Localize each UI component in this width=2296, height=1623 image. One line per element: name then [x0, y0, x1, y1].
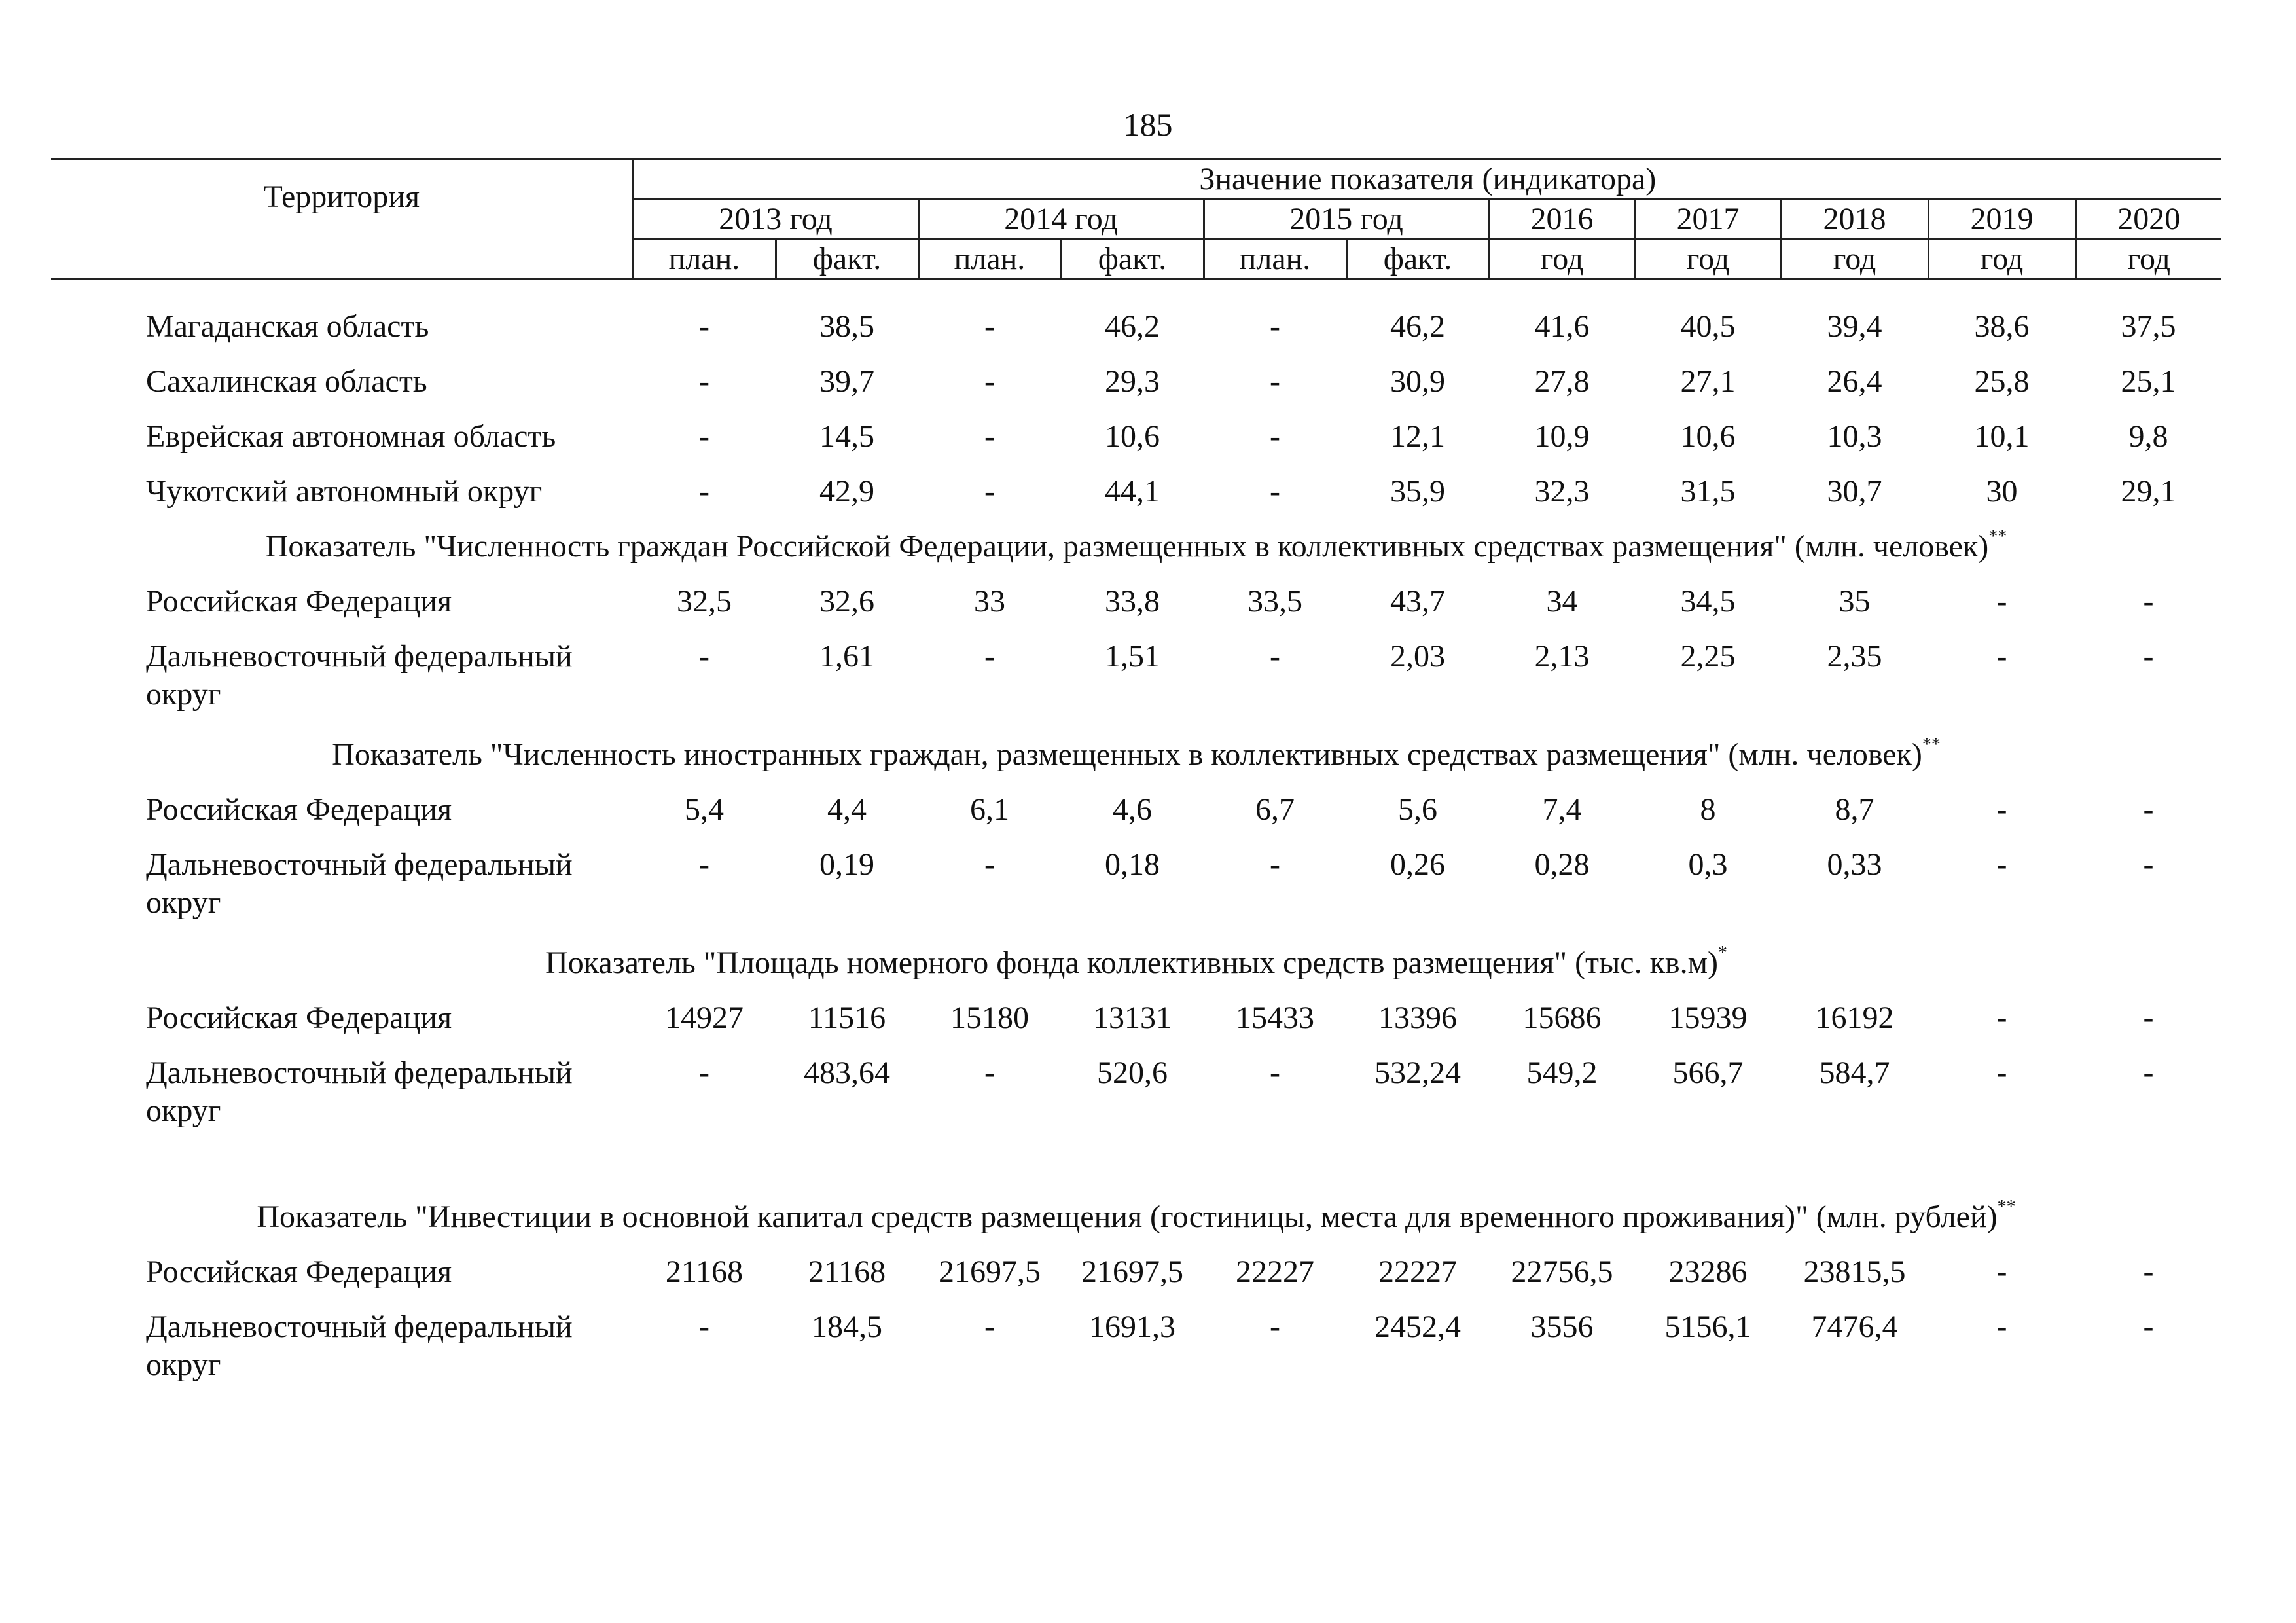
value-cell: 26,4	[1827, 364, 1882, 399]
value-cell: 184,5	[812, 1309, 882, 1344]
value-cell: 9,8	[2128, 419, 2168, 454]
table-row	[51, 791, 2221, 846]
god-2019-header: год	[1928, 240, 2075, 280]
value-cell: 34	[1546, 584, 1578, 619]
value-cell: -	[2143, 1309, 2154, 1344]
value-cell: 0,26	[1390, 847, 1445, 882]
value-cell: 31,5	[1680, 474, 1736, 509]
year-2017-header: 2017	[1635, 200, 1781, 240]
value-cell: -	[2143, 1000, 2154, 1035]
value-cell: 30,9	[1390, 364, 1445, 399]
value-cell: 38,6	[1974, 309, 2030, 344]
value-cell: 46,2	[1105, 309, 1160, 344]
table-row	[51, 846, 2221, 944]
value-cell: 10,3	[1827, 419, 1882, 454]
value-cell: -	[1270, 474, 1280, 509]
value-cell: 483,64	[804, 1055, 890, 1090]
value-cell: -	[1270, 309, 1280, 344]
value-cell: 1,51	[1105, 639, 1160, 674]
value-cell: 3556	[1530, 1309, 1594, 1344]
value-cell: -	[699, 309, 709, 344]
value-cell: 1691,3	[1089, 1309, 1175, 1344]
value-cell: 29,3	[1105, 364, 1160, 399]
value-cell: -	[2143, 792, 2154, 827]
table-row	[51, 1054, 2221, 1152]
table-row	[51, 418, 2221, 473]
value-cell: 23286	[1668, 1254, 1748, 1289]
indicator-row	[51, 944, 2221, 999]
territory-name: Дальневосточный федеральный округ	[146, 1055, 573, 1128]
value-cell: 15686	[1522, 1000, 1602, 1035]
value-cell: -	[1996, 792, 2007, 827]
value-cell: 25,1	[2121, 364, 2176, 399]
value-cell: -	[984, 847, 995, 882]
value-cell: 0,18	[1105, 847, 1160, 882]
value-cell: 0,28	[1534, 847, 1590, 882]
value-cell: -	[984, 419, 995, 454]
value-cell: 32,3	[1534, 474, 1590, 509]
footnote-mark: **	[1922, 735, 1941, 755]
value-cell: -	[2143, 1055, 2154, 1090]
table-header	[51, 158, 2221, 280]
value-cell: 0,33	[1827, 847, 1882, 882]
value-cell: 14,5	[819, 419, 874, 454]
value-cell: 39,7	[819, 364, 874, 399]
value-cell: 532,24	[1374, 1055, 1461, 1090]
value-cell: 2452,4	[1374, 1309, 1461, 1344]
value-cell: 7,4	[1542, 792, 1582, 827]
value-cell: 13396	[1378, 1000, 1457, 1035]
value-cell: 33	[974, 584, 1005, 619]
territory-name: Дальневосточный федеральный округ	[146, 639, 573, 712]
territory-name: Еврейская автономная область	[146, 419, 556, 454]
value-cell: 10,1	[1974, 419, 2030, 454]
value-cell: 23815,5	[1803, 1254, 1906, 1289]
table-row	[51, 638, 2221, 736]
table-row	[51, 363, 2221, 418]
indicator-text: Показатель "Инвестиции в основной капитал средств размещения (гостиницы, места для временного проживания)" (млн. рублей)	[257, 1199, 1998, 1234]
value-cell: 30	[1986, 474, 2018, 509]
year-2015-header: 2015 год	[1204, 200, 1489, 240]
indicator-title	[51, 528, 2221, 583]
value-cell: 41,6	[1534, 309, 1590, 344]
value-cell: 39,4	[1827, 309, 1882, 344]
value-cell: -	[984, 639, 995, 674]
value-cell: -	[699, 847, 709, 882]
value-cell: 27,1	[1680, 364, 1736, 399]
value-cell: 10,9	[1534, 419, 1590, 454]
territory-name: Магаданская область	[146, 309, 429, 344]
value-cell: 2,13	[1534, 639, 1590, 674]
value-cell: 14927	[665, 1000, 744, 1035]
value-cell: 584,7	[1819, 1055, 1890, 1090]
value-cell: -	[1996, 1309, 2007, 1344]
value-cell: 5,4	[685, 792, 724, 827]
value-cell: 1,61	[819, 639, 874, 674]
value-cell: -	[699, 1055, 709, 1090]
value-cell: 8	[1700, 792, 1716, 827]
section-spacer	[51, 1152, 2221, 1198]
value-cell: -	[1270, 1309, 1280, 1344]
value-cell: -	[699, 1309, 709, 1344]
value-cell: 30,7	[1827, 474, 1882, 509]
value-cell: 8,7	[1835, 792, 1874, 827]
territory-name: Российская Федерация	[146, 1000, 452, 1035]
indicator-row	[51, 736, 2221, 791]
value-cell: 21697,5	[1081, 1254, 1183, 1289]
value-cell: 33,8	[1105, 584, 1160, 619]
territory-name: Российская Федерация	[146, 584, 452, 619]
value-cell: 520,6	[1097, 1055, 1168, 1090]
indicator-row	[51, 1198, 2221, 1253]
value-cell: 2,03	[1390, 639, 1445, 674]
footnote-mark: *	[1717, 943, 1727, 963]
year-2014-header: 2014 год	[918, 200, 1204, 240]
value-cell: 43,7	[1390, 584, 1445, 619]
table-body	[51, 308, 2221, 1406]
value-cell: 22227	[1378, 1254, 1457, 1289]
value-cell: 6,1	[970, 792, 1009, 827]
indicator-text: Показатель "Численность граждан Российской Федерации, размещенных в коллективных средствах размещения" (млн. человек)	[265, 529, 1989, 564]
value-cell: 35	[1839, 584, 1871, 619]
value-cell: 44,1	[1105, 474, 1160, 509]
value-cell: -	[2143, 847, 2154, 882]
year-2016-header: 2016	[1489, 200, 1635, 240]
value-cell: 566,7	[1672, 1055, 1744, 1090]
value-cell: 27,8	[1534, 364, 1590, 399]
god-2018-header: год	[1781, 240, 1928, 280]
value-cell: 21168	[665, 1254, 744, 1289]
value-cell: -	[1996, 1000, 2007, 1035]
territory-name: Российская Федерация	[146, 792, 452, 827]
value-cell: -	[1996, 1055, 2007, 1090]
territory-name: Российская Федерация	[146, 1254, 452, 1289]
table-row	[51, 1253, 2221, 1308]
value-cell: 38,5	[819, 309, 874, 344]
page-number: 185	[1123, 106, 1173, 143]
value-cell: 34,5	[1680, 584, 1736, 619]
territory-name: Чукотский автономный округ	[146, 474, 543, 509]
value-cell: -	[1270, 419, 1280, 454]
value-cell: -	[984, 474, 995, 509]
value-cell: 22756,5	[1511, 1254, 1613, 1289]
plan-2013-header: план.	[633, 240, 776, 280]
table-row	[51, 999, 2221, 1054]
indicator-title	[51, 1198, 2221, 1253]
god-2020-header: год	[2075, 240, 2221, 280]
value-cell: -	[699, 639, 709, 674]
indicator-title	[51, 944, 2221, 999]
value-cell: 46,2	[1390, 309, 1445, 344]
value-cell: 16192	[1815, 1000, 1894, 1035]
value-cell: 10,6	[1680, 419, 1736, 454]
value-cell: 37,5	[2121, 309, 2176, 344]
value-cell: 21697,5	[939, 1254, 1041, 1289]
value-cell: 13131	[1093, 1000, 1172, 1035]
value-cell: -	[699, 364, 709, 399]
value-cell: -	[1270, 1055, 1280, 1090]
indicator-text: Показатель "Численность иностранных граждан, размещенных в коллективных средствах размещения" (млн. человек)	[332, 737, 1922, 772]
value-cell: -	[1996, 847, 2007, 882]
territory-header: Территория	[51, 160, 633, 280]
fact-2014-header: факт.	[1061, 240, 1204, 280]
value-cell: 15939	[1668, 1000, 1748, 1035]
value-cell: 2,25	[1680, 639, 1736, 674]
value-cell: 29,1	[2121, 474, 2176, 509]
indicator-title	[51, 736, 2221, 791]
indicator-row	[51, 528, 2221, 583]
value-cell: 35,9	[1390, 474, 1445, 509]
fact-2015-header: факт.	[1346, 240, 1489, 280]
value-cell: 5,6	[1398, 792, 1437, 827]
footnote-mark: **	[1988, 526, 2007, 547]
value-cell: -	[1996, 1254, 2007, 1289]
value-cell: 10,6	[1105, 419, 1160, 454]
territory-name: Дальневосточный федеральный округ	[146, 1309, 573, 1382]
indicator-text: Показатель "Площадь номерного фонда коллективных средств размещения" (тыс. кв.м)	[545, 945, 1718, 980]
god-2017-header: год	[1635, 240, 1781, 280]
territory-name: Дальневосточный федеральный округ	[146, 847, 573, 920]
value-cell: -	[1270, 639, 1280, 674]
year-2018-header: 2018	[1781, 200, 1928, 240]
value-cell: 15433	[1236, 1000, 1314, 1035]
value-cell: 42,9	[819, 474, 874, 509]
table-row	[51, 473, 2221, 528]
value-cell: -	[1996, 639, 2007, 674]
value-cell: 12,1	[1390, 419, 1445, 454]
value-cell: -	[984, 309, 995, 344]
territory-name: Сахалинская область	[146, 364, 427, 399]
footnote-mark: **	[1997, 1197, 2016, 1217]
value-cell: 6,7	[1255, 792, 1295, 827]
value-cell: -	[2143, 584, 2154, 619]
year-2019-header: 2019	[1928, 200, 2075, 240]
value-cell: 7476,4	[1811, 1309, 1898, 1344]
value-cell: 15180	[950, 1000, 1029, 1035]
table-row	[51, 583, 2221, 638]
value-cell: -	[2143, 639, 2154, 674]
value-cell: 5156,1	[1664, 1309, 1751, 1344]
god-2016-header: год	[1489, 240, 1635, 280]
value-cell: 549,2	[1526, 1055, 1598, 1090]
plan-2015-header: план.	[1204, 240, 1346, 280]
value-group-header: Значение показателя (индикатора)	[633, 160, 2221, 200]
table-row	[51, 1308, 2221, 1406]
value-cell: -	[984, 1309, 995, 1344]
value-cell: 0,3	[1688, 847, 1728, 882]
value-cell: -	[699, 419, 709, 454]
value-cell: 32,5	[677, 584, 732, 619]
value-cell: 11516	[808, 1000, 886, 1035]
value-cell: 32,6	[819, 584, 874, 619]
value-cell: 4,6	[1113, 792, 1152, 827]
year-2013-header: 2013 год	[633, 200, 918, 240]
value-cell: -	[2143, 1254, 2154, 1289]
value-cell: 22227	[1236, 1254, 1314, 1289]
plan-2014-header: план.	[918, 240, 1061, 280]
table-row	[51, 308, 2221, 363]
spacer-cell	[51, 1152, 2221, 1198]
value-cell: 40,5	[1680, 309, 1736, 344]
value-cell: 2,35	[1827, 639, 1882, 674]
value-cell: 0,19	[819, 847, 874, 882]
value-cell: 21168	[808, 1254, 886, 1289]
value-cell: -	[1996, 584, 2007, 619]
value-cell: 25,8	[1974, 364, 2030, 399]
value-cell: 4,4	[827, 792, 867, 827]
value-cell: -	[699, 474, 709, 509]
value-cell: -	[1270, 364, 1280, 399]
value-cell: -	[1270, 847, 1280, 882]
value-cell: 33,5	[1247, 584, 1302, 619]
year-2020-header: 2020	[2075, 200, 2221, 240]
fact-2013-header: факт.	[776, 240, 918, 280]
value-cell: -	[984, 364, 995, 399]
value-cell: -	[984, 1055, 995, 1090]
